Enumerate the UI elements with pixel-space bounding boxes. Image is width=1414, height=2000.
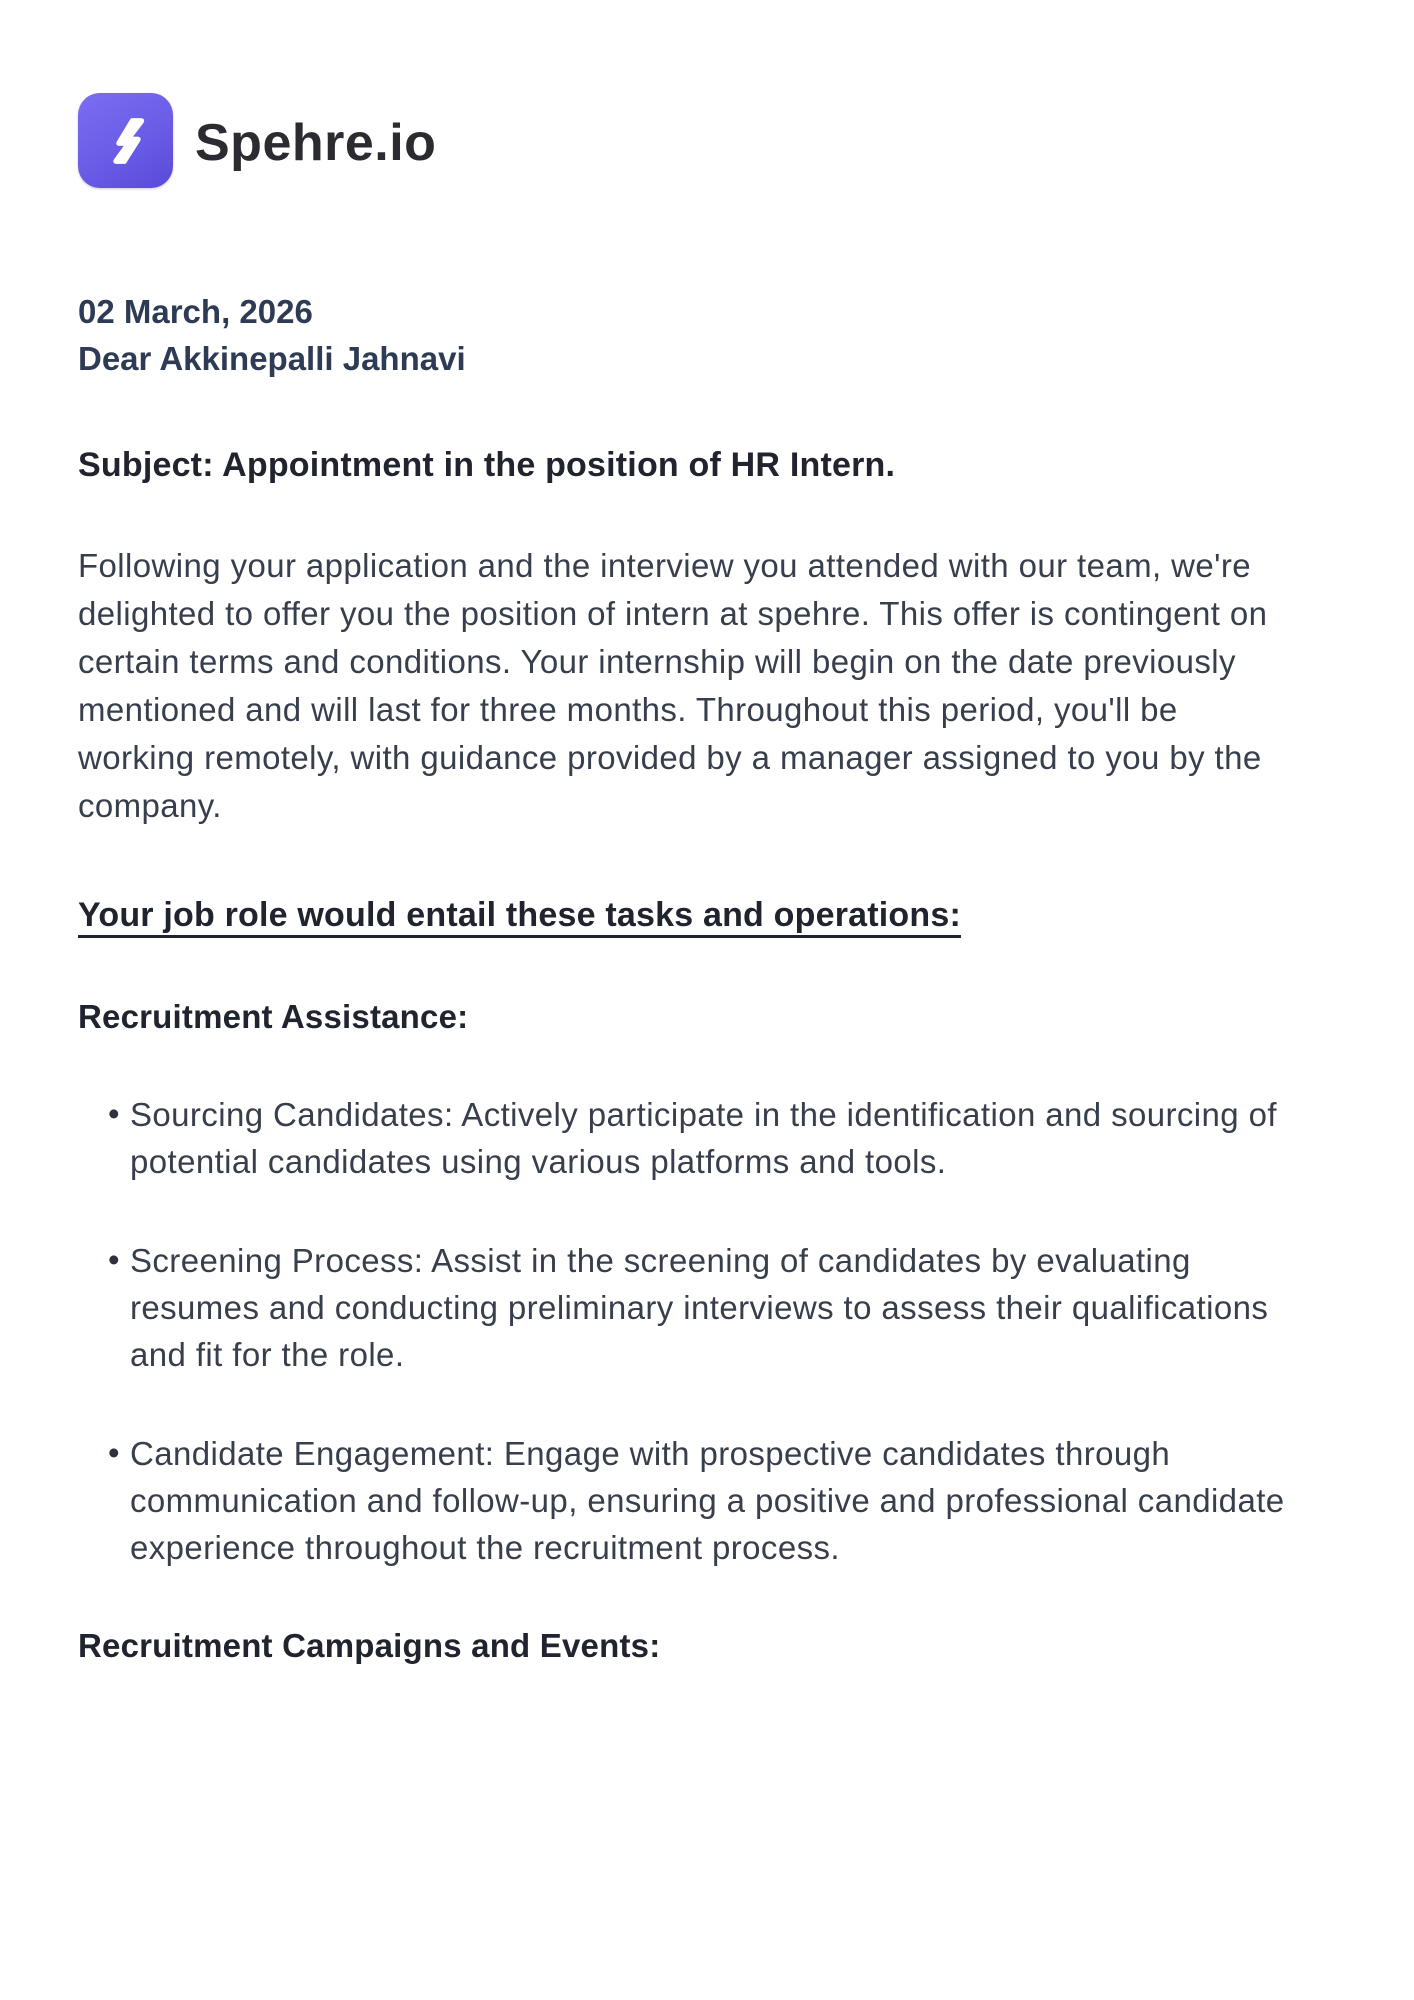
date-greeting-block [78, 288, 1336, 382]
brand-wordmark: Spehre.io [195, 113, 437, 172]
bolt-s-icon [97, 112, 155, 170]
list-item: • Sourcing Candidates: Actively participate in the identification and sourcing of potential candidates using various platforms and tools. [108, 1091, 1300, 1185]
list-item: • Candidate Engagement: Engage with prospective candidates through communication and follow-up, ensuring a positive and professional candidate experience throughout the recruitment process. [108, 1430, 1300, 1571]
letter-date: 02 March, 2026 [78, 293, 313, 330]
section-title-recruitment-assistance: Recruitment Assistance: [78, 998, 469, 1035]
intro-paragraph: Following your application and the interview you attended with our team, we're delighted to offer you the position of intern at spehre. This offer is contingent on certain terms and conditions. Your internship will begin on the date previously mentioned and will last for three months. Throughout this period, you'll be working remotely, with guidance provided by a manager assigned to you by the company. [78, 547, 1268, 824]
brand-header [78, 93, 1336, 188]
list-item: • Screening Process: Assist in the screening of candidates by evaluating resumes and conducting preliminary interviews to assess their qualifications and fit for the role. [108, 1237, 1300, 1378]
tasks-heading: Your job role would entail these tasks and operations: [78, 896, 961, 934]
letter-greeting: Dear Akkinepalli Jahnavi [78, 340, 466, 377]
recruitment-assistance-list [78, 1091, 1336, 1571]
subject-line: Subject: Appointment in the position of HR Intern. [78, 446, 896, 484]
section-title-recruitment-campaigns: Recruitment Campaigns and Events: [78, 1627, 661, 1664]
spehre-logo [78, 93, 173, 188]
